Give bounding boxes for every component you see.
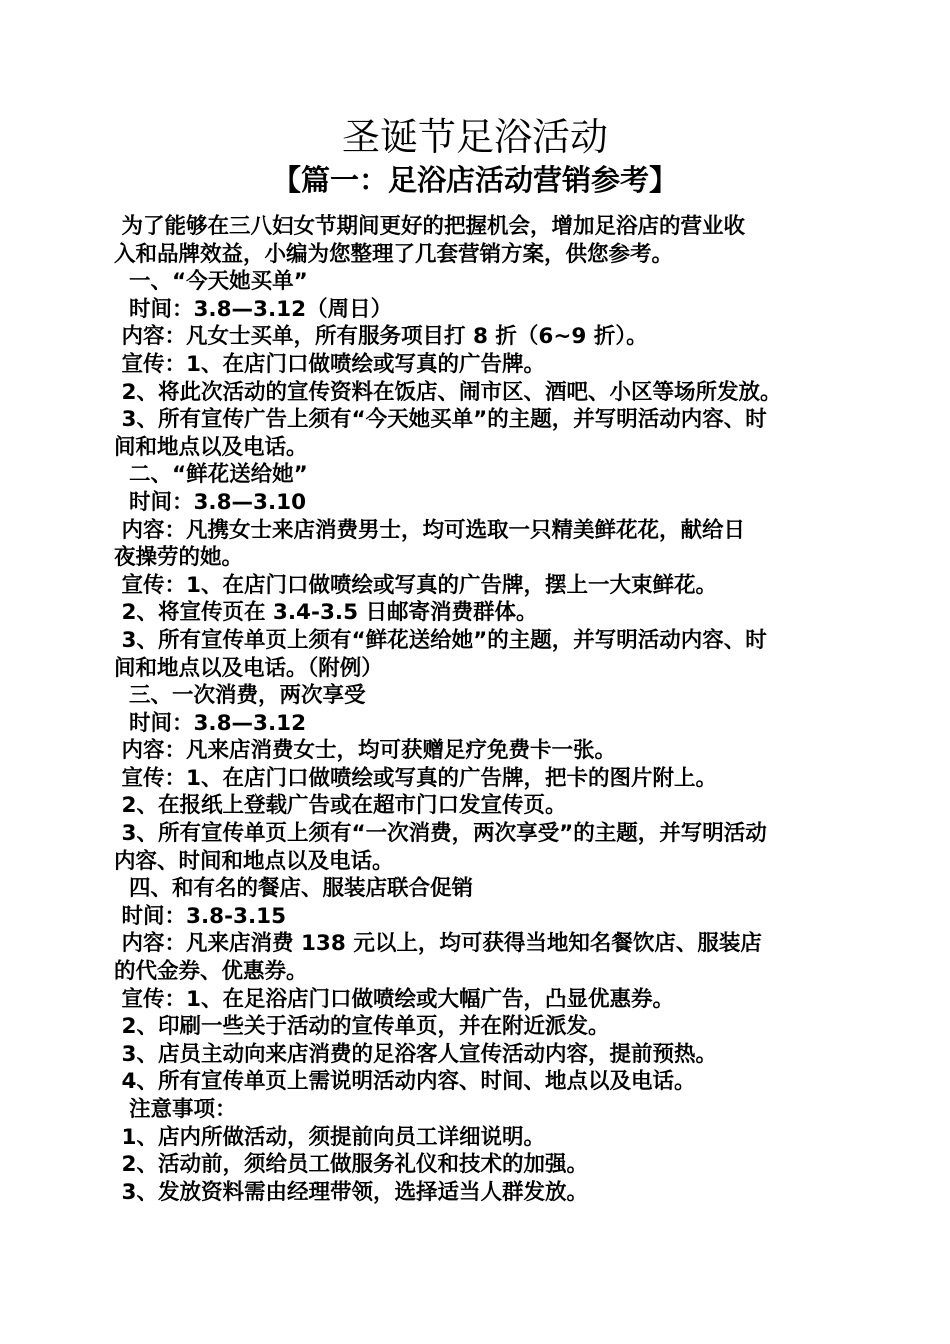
body-line: 四、和有名的餐店、服装店联合促销 [114,876,473,902]
body-line: 入和品牌效益，小编为您整理了几套营销方案，供您参考。 [114,241,674,267]
body-line: 3、所有宣传单页上须有“鲜花送给她”的主题，并写明活动内容、时 [114,627,767,653]
body-line: 宣传：1、在足浴店门口做喷绘或大幅广告，凸显优惠券。 [114,986,674,1012]
body-line: 3、店员主动向来店消费的足浴客人宣传活动内容，提前预热。 [114,1041,717,1067]
body-line: 间和地点以及电话。（附例） [114,655,383,681]
body-line: 2、印刷一些关于活动的宣传单页，并在附近派发。 [114,1014,610,1040]
body-line: 为了能够在三八妇女节期间更好的把握机会，增加足浴店的营业收 [114,214,745,239]
body-line: 间和地点以及电话。 [114,434,308,460]
body-line: 内容：凡来店消费 138 元以上，均可获得当地知名餐饮店、服装店 [114,931,762,957]
body-line: 内容：凡携女士来店消费男士，均可选取一只精美鲜花花，献给日 [114,517,745,543]
body-line: 二、“鲜花送给她” [114,462,308,488]
body-line: 2、活动前，须给员工做服务礼仪和技术的加强。 [114,1152,588,1178]
document-title: 圣诞节足浴活动 [341,115,608,159]
body-line: 2、将宣传页在 3.4-3.5 日邮寄消费群体。 [114,600,538,626]
body-line: 时间：3.8—3.10 [114,489,307,515]
body-line: 4、所有宣传单页上需说明活动内容、时间、地点以及电话。 [114,1069,696,1095]
body-line: 宣传：1、在店门口做喷绘或写真的广告牌，把卡的图片附上。 [114,765,717,791]
body-line: 2、将此次活动的宣传资料在饭店、闹市区、酒吧、小区等场所发放。 [114,379,782,405]
document-body [114,213,854,1206]
body-line: 3、发放资料需由经理带领，选择适当人群发放。 [114,1179,588,1205]
body-line: 内容：凡女士买单，所有服务项目打 8 折（6~9 折）。 [114,324,648,350]
body-line: 一、“今天她买单” [114,269,308,295]
body-line: 2、在报纸上登载广告或在超市门口发宣传页。 [114,793,567,819]
body-line: 注意事项： [114,1097,237,1122]
body-line: 1、店内所做活动，须提前向员工详细说明。 [114,1124,545,1150]
body-line: 3、所有宣传单页上须有“一次消费，两次享受”的主题，并写明活动 [114,821,767,847]
body-line: 内容、时间和地点以及电话。 [114,848,394,874]
body-line: 时间：3.8—3.12（周日） [114,296,393,322]
body-line: 夜操劳的她。 [114,545,244,571]
body-line: 时间：3.8—3.12 [114,710,307,736]
body-line: 的代金券、优惠券。 [114,959,308,985]
body-line: 3、所有宣传广告上须有“今天她买单”的主题，并写明活动内容、时 [114,407,767,433]
document-subtitle: 【篇一：足浴店活动营销参考】 [271,163,678,197]
body-line: 时间：3.8-3.15 [114,903,287,929]
body-line: 宣传：1、在店门口做喷绘或写真的广告牌，摆上一大束鲜花。 [114,572,717,598]
body-line: 内容：凡来店消费女士，均可获赠足疗免费卡一张。 [114,738,616,764]
body-line: 宣传：1、在店门口做喷绘或写真的广告牌。 [114,351,545,377]
body-line: 三、一次消费，两次享受 [114,683,366,709]
